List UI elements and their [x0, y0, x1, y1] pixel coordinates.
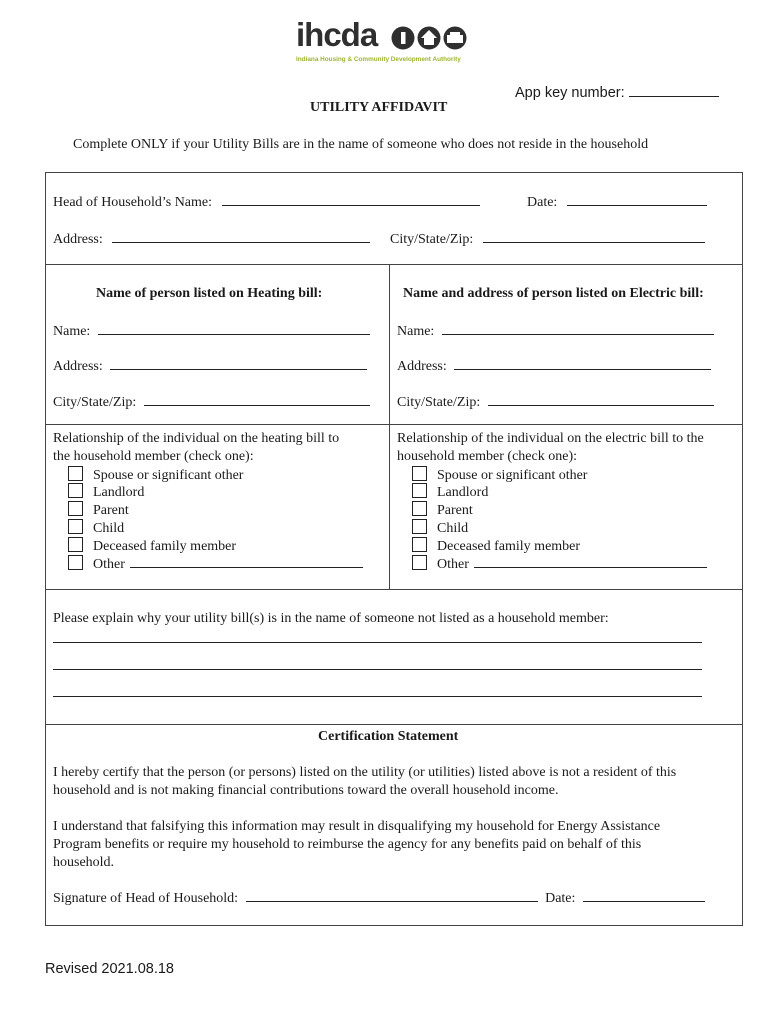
logo-tagline: Indiana Housing & Community Development Authority — [296, 56, 461, 63]
heating-city-label: City/State/Zip: — [53, 395, 137, 410]
electric-relationship-text: household member (check one): — [397, 448, 577, 464]
ihcda-logo — [296, 16, 476, 70]
explain-label: Please explain why your utility bill(s) is in the name of someone not listed as a household member: — [53, 611, 609, 626]
heating-address-row — [53, 357, 367, 375]
electric-city-row — [397, 393, 714, 411]
key-icon — [392, 27, 415, 50]
checkbox[interactable] — [68, 519, 83, 534]
household-date-field[interactable] — [567, 193, 707, 206]
electric-address-field[interactable] — [454, 357, 711, 370]
explain-line-3[interactable] — [53, 696, 702, 697]
checkbox[interactable] — [68, 501, 83, 516]
checkbox[interactable] — [412, 537, 427, 552]
building-icon — [444, 27, 467, 50]
column-divider — [389, 264, 390, 589]
divider — [45, 264, 743, 265]
signature-date-field[interactable] — [583, 889, 705, 902]
household-address-label: Address: — [53, 232, 103, 247]
household-city-field[interactable] — [483, 230, 705, 243]
electric-address-row — [397, 357, 711, 375]
electric-relationship — [397, 430, 707, 572]
heating-option-other[interactable]: Other — [68, 555, 363, 573]
electric-city-field[interactable] — [488, 393, 714, 406]
heating-name-label: Name: — [53, 324, 91, 339]
heating-heading: Name of person listed on Heating bill: — [96, 286, 323, 301]
app-key-label: App key number: — [515, 85, 625, 101]
form-title: UTILITY AFFIDAVIT — [310, 100, 448, 115]
heating-relationship-text: the household member (check one): — [53, 448, 254, 464]
electric-address-label: Address: — [397, 359, 447, 374]
heating-option-child[interactable]: Child — [68, 519, 363, 537]
explain-line-1[interactable] — [53, 642, 702, 643]
electric-option-child[interactable]: Child — [412, 519, 707, 537]
electric-option-landlord[interactable]: Landlord — [412, 483, 707, 501]
explain-line-2[interactable] — [53, 669, 702, 670]
heating-relationship-text: Relationship of the individual on the heating bill to — [53, 431, 340, 446]
heating-relationship — [53, 430, 363, 572]
heating-option-parent[interactable]: Parent — [68, 501, 363, 519]
checkbox[interactable] — [68, 555, 83, 570]
household-city-row — [390, 230, 705, 248]
electric-option-deceased[interactable]: Deceased family member — [412, 537, 707, 555]
electric-city-label: City/State/Zip: — [397, 395, 481, 410]
household-date-label: Date: — [527, 195, 558, 210]
electric-option-spouse[interactable]: Spouse or significant other — [412, 466, 707, 484]
electric-name-label: Name: — [397, 324, 435, 339]
heating-city-row — [53, 393, 370, 411]
electric-heading: Name and address of person listed on Electric bill: — [403, 286, 704, 301]
logo-wordmark: ihcda — [296, 16, 378, 53]
household-address-field[interactable] — [112, 230, 370, 243]
app-key-number — [515, 84, 719, 101]
instruction-text: Complete ONLY if your Utility Bills are in the name of someone who does not reside in the household — [73, 137, 649, 152]
signature-date-label: Date: — [545, 891, 576, 906]
signature-row — [53, 889, 705, 907]
signature-field[interactable] — [246, 889, 538, 902]
checkbox[interactable] — [412, 483, 427, 498]
electric-other-field[interactable] — [474, 555, 707, 568]
heating-name-field[interactable] — [98, 322, 370, 335]
heating-address-label: Address: — [53, 359, 103, 374]
checkbox[interactable] — [412, 519, 427, 534]
head-of-household-field[interactable] — [222, 193, 480, 206]
revision-footer: Revised 2021.08.18 — [45, 961, 174, 977]
certification-heading: Certification Statement — [318, 729, 459, 744]
head-of-household-row — [53, 193, 480, 211]
heating-other-field[interactable] — [130, 555, 363, 568]
logo-icons — [391, 25, 473, 51]
head-of-household-label: Head of Household’s Name: — [53, 195, 213, 210]
electric-name-row — [397, 322, 714, 340]
checkbox[interactable] — [68, 483, 83, 498]
certification-paragraph-1: I hereby certify that the person (or persons) listed on the utility (or utilities) listed above is not a resident of this household and is not making financial contributions toward the overall household income. — [53, 765, 677, 798]
checkbox[interactable] — [412, 555, 427, 570]
divider — [45, 724, 743, 725]
household-date-row — [527, 193, 707, 211]
checkbox[interactable] — [412, 466, 427, 481]
heating-address-field[interactable] — [110, 357, 367, 370]
checkbox[interactable] — [68, 537, 83, 552]
checkbox[interactable] — [412, 501, 427, 516]
heating-city-field[interactable] — [144, 393, 370, 406]
heating-option-spouse[interactable]: Spouse or significant other — [68, 466, 363, 484]
app-key-field[interactable] — [629, 84, 719, 97]
divider — [45, 589, 743, 590]
house-icon — [418, 27, 441, 50]
household-city-label: City/State/Zip: — [390, 232, 474, 247]
electric-name-field[interactable] — [442, 322, 714, 335]
heating-name-row — [53, 322, 370, 340]
signature-label: Signature of Head of Household: — [53, 891, 239, 906]
divider — [45, 424, 743, 425]
checkbox[interactable] — [68, 466, 83, 481]
electric-relationship-text: Relationship of the individual on the electric bill to the — [397, 431, 704, 446]
heating-option-landlord[interactable]: Landlord — [68, 483, 363, 501]
household-address-row — [53, 230, 370, 248]
certification-paragraph-2: I understand that falsifying this information may result in disqualifying my household for Energy Assistance Program benefits or require my household to reimburse the agency for any benefits paid on behalf of this household. — [53, 819, 661, 870]
electric-option-parent[interactable]: Parent — [412, 501, 707, 519]
heating-option-deceased[interactable]: Deceased family member — [68, 537, 363, 555]
electric-option-other[interactable]: Other — [412, 555, 707, 573]
